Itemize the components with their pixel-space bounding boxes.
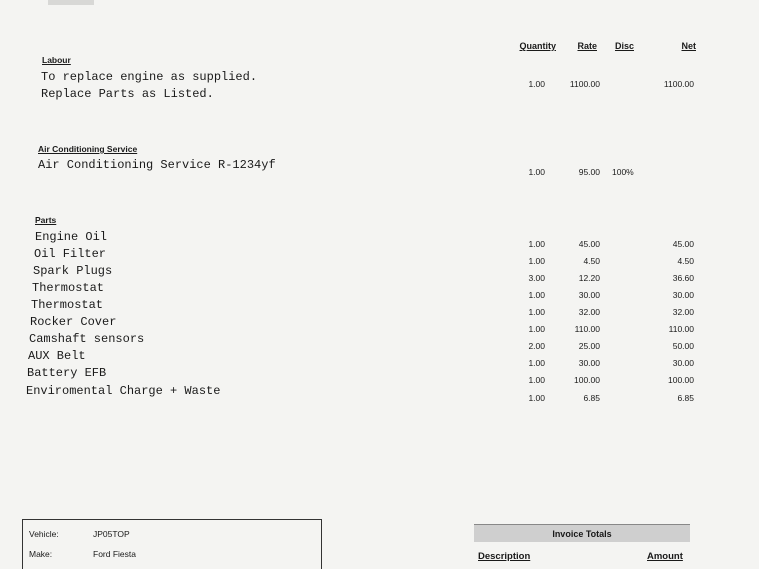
scan-edge-shadow [48, 0, 94, 5]
totals-column-description: Description [478, 551, 531, 562]
part-net: 45.00 [672, 239, 694, 249]
vehicle-row [29, 529, 130, 539]
column-header-net: Net [681, 41, 696, 51]
part-rate: 32.00 [578, 307, 600, 317]
aircon-quantity: 1.00 [528, 167, 545, 177]
column-header-rate: Rate [577, 41, 597, 51]
part-net: 110.00 [668, 324, 694, 334]
part-rate: 100.00 [574, 375, 600, 385]
part-desc: Battery EFB [27, 366, 107, 380]
part-net: 36.60 [672, 273, 694, 283]
invoice-totals-header: Invoice Totals [474, 524, 690, 542]
part-desc: Oil Filter [34, 247, 107, 261]
part-desc: AUX Belt [28, 349, 86, 363]
column-header-quantity: Quantity [519, 41, 556, 51]
part-quantity: 1.00 [528, 256, 545, 266]
make-value: Ford Fiesta [93, 549, 136, 559]
part-rate: 4.50 [583, 256, 600, 266]
aircon-line-1: Air Conditioning Service R-1234yf [38, 158, 276, 172]
part-rate: 30.00 [578, 290, 600, 300]
part-desc: Rocker Cover [30, 315, 117, 329]
part-quantity: 1.00 [528, 307, 545, 317]
part-quantity: 1.00 [528, 239, 545, 249]
totals-column-amount: Amount [647, 551, 683, 562]
part-net: 32.00 [672, 307, 694, 317]
vehicle-label: Vehicle: [29, 529, 59, 539]
labour-net: 1100.00 [663, 79, 694, 89]
part-quantity: 1.00 [528, 290, 545, 300]
aircon-disc: 100% [612, 167, 634, 177]
part-quantity: 2.00 [528, 341, 545, 351]
part-net: 4.50 [677, 256, 694, 266]
part-rate: 12.20 [578, 273, 600, 283]
aircon-rate: 95.00 [578, 167, 600, 177]
part-quantity: 1.00 [528, 358, 545, 368]
part-rate: 45.00 [578, 239, 600, 249]
labour-quantity: 1.00 [528, 79, 545, 89]
part-rate: 110.00 [574, 324, 600, 334]
part-desc: Camshaft sensors [29, 332, 145, 346]
part-rate: 30.00 [578, 358, 600, 368]
part-desc: Thermostat [32, 281, 105, 295]
part-quantity: 1.00 [528, 324, 545, 334]
section-title-labour: Labour [42, 55, 71, 65]
part-rate: 25.00 [578, 341, 600, 351]
vehicle-info-box [22, 519, 322, 569]
part-quantity: 1.00 [528, 375, 545, 385]
part-net: 30.00 [672, 358, 694, 368]
labour-line-1: To replace engine as supplied. [41, 70, 258, 84]
make-label: Make: [29, 549, 53, 559]
part-net: 100.00 [668, 375, 694, 385]
labour-line-2: Replace Parts as Listed. [41, 87, 214, 101]
part-desc: Thermostat [31, 298, 104, 312]
section-title-aircon: Air Conditioning Service [38, 144, 138, 154]
part-rate: 6.85 [583, 393, 600, 403]
section-title-parts: Parts [35, 215, 57, 225]
labour-rate: 1100.00 [569, 79, 600, 89]
part-desc: Spark Plugs [33, 264, 113, 278]
part-desc: Enviromental Charge + Waste [26, 384, 221, 398]
part-net: 6.85 [677, 393, 694, 403]
part-quantity: 3.00 [528, 273, 545, 283]
part-quantity: 1.00 [528, 393, 545, 403]
part-desc: Engine Oil [35, 230, 108, 244]
part-net: 30.00 [672, 290, 694, 300]
make-row [29, 549, 136, 559]
part-net: 50.00 [672, 341, 694, 351]
vehicle-value: JP05TOP [93, 529, 130, 539]
column-header-disc: Disc [614, 41, 634, 51]
